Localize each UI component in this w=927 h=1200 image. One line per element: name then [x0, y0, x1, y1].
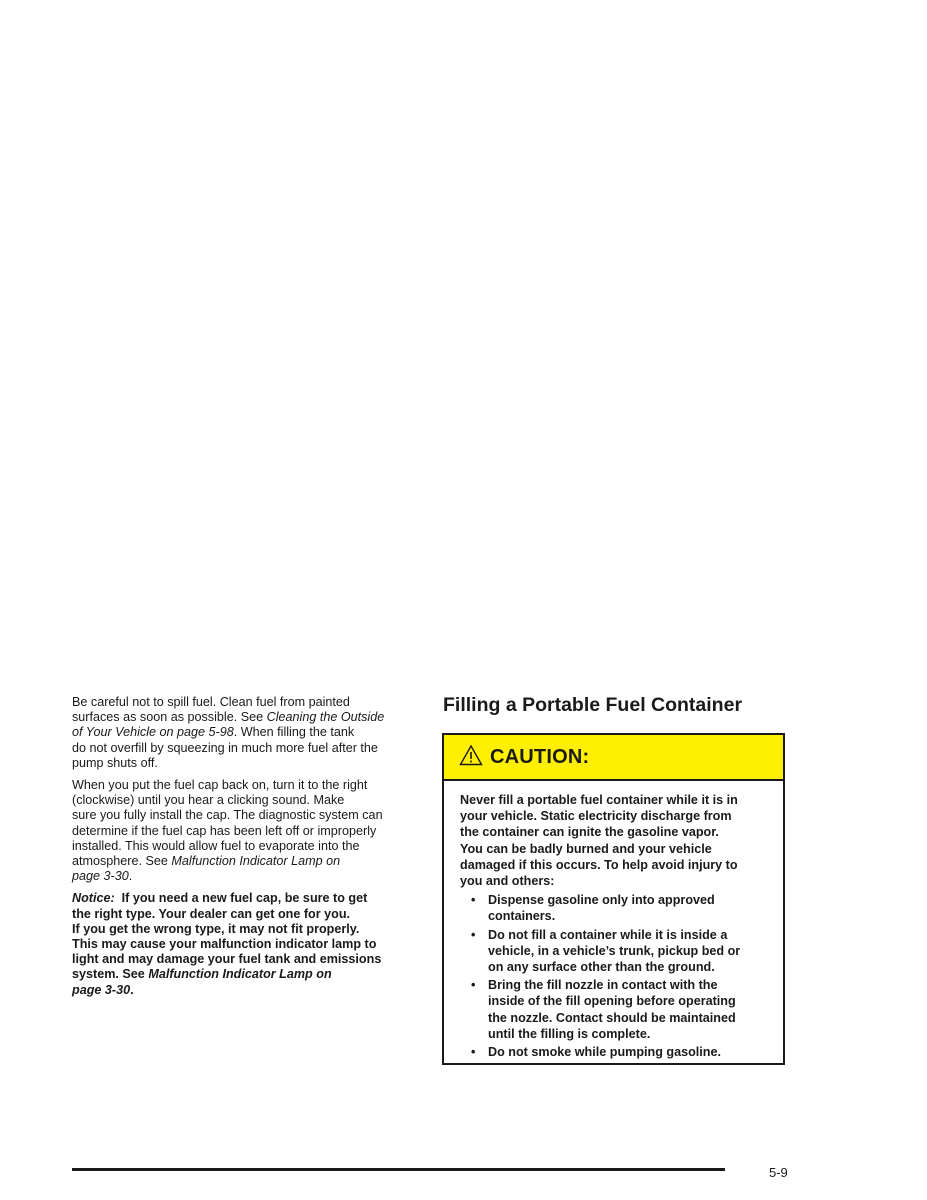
text-line: installed. This would allow fuel to evaporate into the	[72, 838, 360, 853]
cross-reference-link[interactable]: Malfunction Indicator Lamp on	[171, 854, 341, 869]
text-line: of Your Vehicle on page 5-98. When filling the tank	[72, 725, 355, 740]
text-line: page 3-30.	[72, 982, 134, 997]
text-line: you and others:	[460, 874, 555, 889]
text-line: (clockwise) until you hear a clicking sound. Make	[72, 793, 345, 808]
left-column	[72, 695, 420, 1005]
text-line: sure you fully install the cap. The diagnostic system can	[72, 808, 383, 823]
cross-reference-link[interactable]: page 3-30	[72, 869, 129, 884]
caution-intro	[460, 792, 771, 889]
caution-box	[442, 733, 785, 1065]
list-item: • Do not fill a container while it is inside a vehicle, in a vehicle’s trunk, pickup bed or on any surface other than the ground.	[460, 927, 771, 976]
text-line: You can be badly burned and your vehicle	[460, 841, 712, 856]
text-line: determine if the fuel cap has been left off or improperly	[72, 823, 377, 838]
text-line: surfaces as soon as possible. See Cleaning the Outside	[72, 710, 385, 725]
page-number: 5-9	[769, 1165, 788, 1180]
text-line: light and may damage your fuel tank and emissions	[72, 952, 382, 967]
text-line: the right type. Your dealer can get one for you.	[72, 906, 351, 921]
list-item: • Dispense gasoline only into approved containers.	[460, 892, 771, 924]
text-line: atmosphere. See Malfunction Indicator Lamp on	[72, 854, 341, 869]
notice-label: Notice:	[72, 891, 115, 906]
cross-reference-link[interactable]: Cleaning the Outside	[266, 710, 385, 725]
notice-paragraph	[72, 891, 420, 997]
cross-reference-link[interactable]: Malfunction Indicator Lamp on	[148, 967, 332, 982]
text-line: do not overfill by squeezing in much more fuel after the	[72, 740, 378, 755]
warning-triangle-icon	[459, 744, 483, 766]
text-line: This may cause your malfunction indicator lamp to	[72, 937, 377, 952]
caution-header	[444, 735, 783, 781]
list-item: • Do not smoke while pumping gasoline.	[460, 1044, 771, 1060]
list-item: • Bring the fill nozzle in contact with the inside of the fill opening before operating the nozzle. Contact should be maintained until the filling is complete.	[460, 977, 771, 1042]
text-line: Never fill a portable fuel container while it is in	[460, 793, 738, 807]
footer-rule	[72, 1168, 725, 1171]
text-line: Be careful not to spill fuel. Clean fuel from painted	[72, 695, 350, 709]
cross-reference-link[interactable]: page 3-30	[72, 982, 131, 997]
caution-title: CAUTION:	[490, 746, 590, 768]
text-line: the container can ignite the gasoline vapor.	[460, 825, 719, 840]
section-heading: Filling a Portable Fuel Container	[443, 694, 743, 716]
cross-reference-link[interactable]: of Your Vehicle on page 5-98	[72, 725, 234, 740]
text-line: When you put the fuel cap back on, turn it to the right	[72, 778, 368, 793]
text-line: damaged if this occurs. To help avoid injury to	[460, 857, 738, 872]
text-line: system. See Malfunction Indicator Lamp on	[72, 967, 332, 982]
text-line: If you get the wrong type, it may not fit properly.	[72, 921, 360, 936]
caution-bullet-list	[460, 892, 771, 1060]
fuel-cap-paragraph	[72, 778, 420, 884]
text-line: page 3-30.	[72, 869, 133, 884]
text-line: pump shuts off.	[72, 755, 158, 770]
caution-body	[444, 781, 783, 1060]
fuel-spill-paragraph	[72, 695, 420, 771]
text-line: your vehicle. Static electricity discharge from	[460, 809, 732, 824]
text-line: Notice: If you need a new fuel cap, be sure to get	[72, 891, 368, 906]
